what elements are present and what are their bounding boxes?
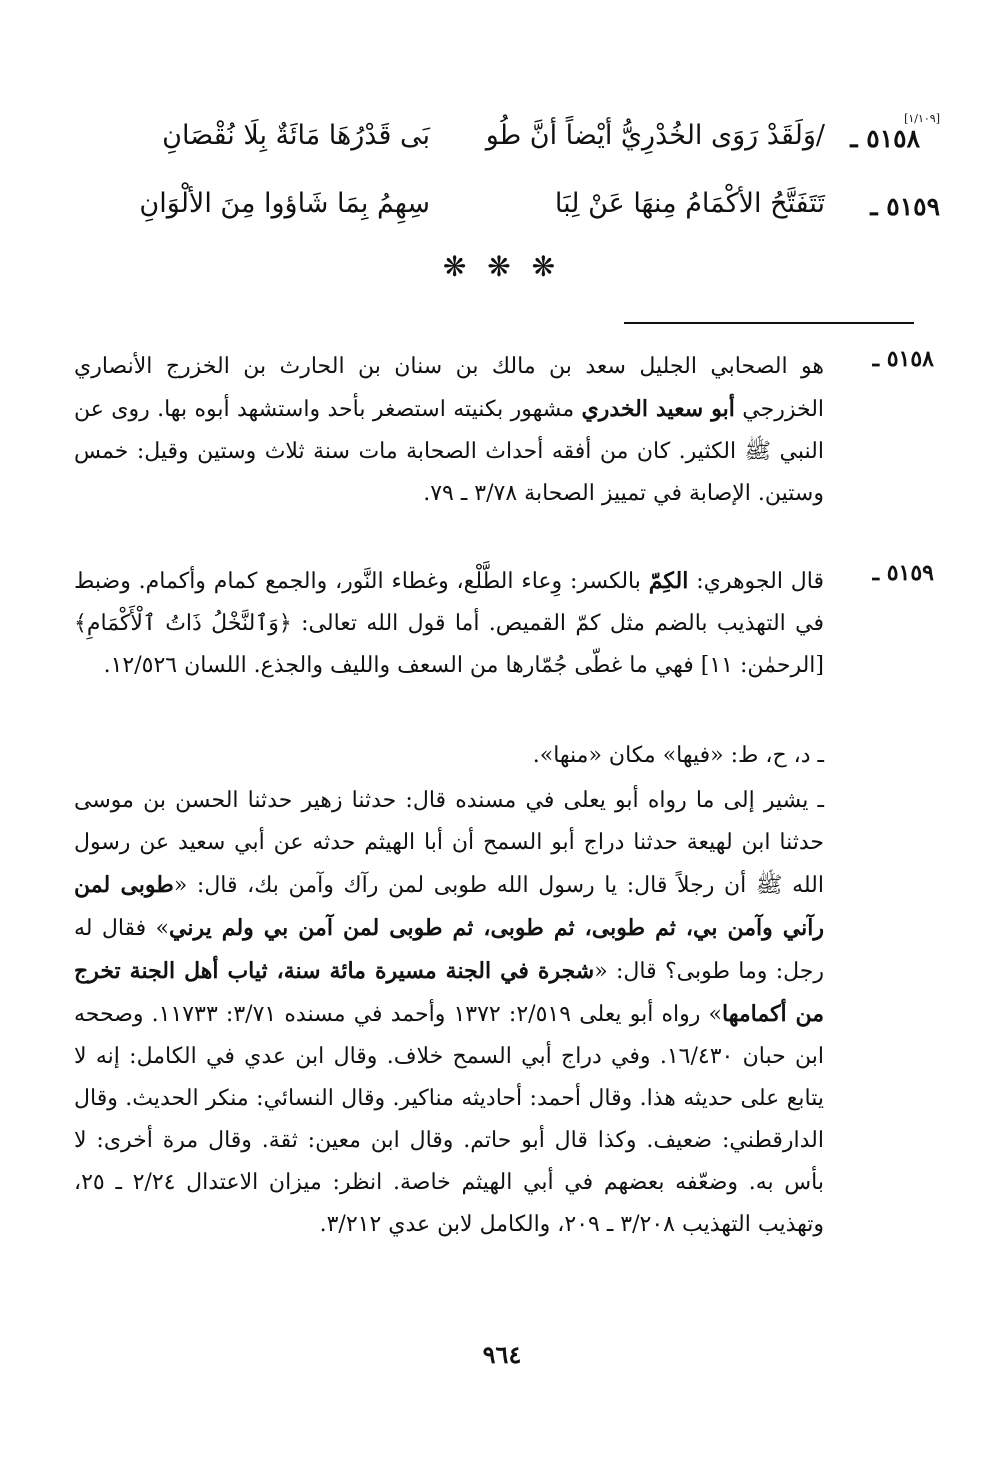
footnote-5159 — [74, 560, 934, 687]
verse-number: ٥١٥٩ ـ — [870, 192, 940, 221]
hadith-quote: شجرة في الجنة مسيرة مائة سنة، ثياب أهل الجنة تخرج من أكمامها — [74, 958, 825, 1027]
verse-second-hemistich: سِهِمُ بِمَا شَاؤوا مِنَ الألْوَانِ — [139, 188, 430, 219]
footnote-number: ٥١٥٨ ـ — [872, 346, 934, 372]
footnote-bold-name: أبو سعيد الخدري — [581, 396, 735, 422]
verse-5159 — [60, 178, 940, 238]
footnote-text: بالكسر: وِعاء الطَّلْع، وغطاء النَّور، والجمع كمام وأكمام. وضبط في التهذيب بالضم مثل كمّ القميص. أما قول الله تعالى: ﴿وَٱلنَّخْلُ ذَاتُ ٱلْأَكْمَامِ﴾ [الرحمٰن: ١١] فهي ما غطّى جُمّارها من السعف والليف والجذع. اللسان ١٢/٥٢٦. — [74, 569, 824, 678]
footnote-hadith — [74, 780, 934, 1246]
page-number: ٩٦٤ — [482, 1340, 522, 1369]
verse-first-hemistich: تَتَفَتَّحُ الأكْمَامُ مِنهَا عَنْ لِبَا — [554, 188, 825, 219]
footnote-text: مشهور بكنيته استصغر بأحد واستشهد أبوه بها. روى عن النبي ﷺ الكثير. كان من أفقه أحداث الصحابة مات سنة ثلاث وستين وقيل: خمس وستين. الإصابة في تمييز الصحابة ٣/٧٨ ـ ٧٩. — [74, 397, 824, 506]
hadith-quote: طوبى لمن رآني وآمن بي، ثم طوبى، ثم طوبى، ثم طوبى لمن آمن بي ولم يرني — [74, 872, 825, 941]
footnote-text: قال الجوهري: — [696, 569, 824, 594]
footnote-number: ٥١٥٩ ـ — [872, 560, 934, 586]
verse-first-hemistich: /وَلَقَدْ رَوَى الخُدْرِيُّ أيْضاً أنَّ طُو — [485, 120, 825, 151]
verse-number: ٥١٥٨ ـ — [850, 124, 920, 153]
footnote-bold-term: الكِمّ — [648, 568, 689, 594]
margin-reference: [١/١٠٩] — [904, 112, 940, 125]
footnote-body — [74, 346, 824, 515]
footnote-text: هو الصحابي الجليل سعد بن مالك بن سنان بن الحارث بن الخزرج الأنصاري الخزرجي — [74, 354, 825, 422]
verse-second-hemistich: بَى قَدْرُهَا مَائَةٌ بِلَا نُقْصَانِ — [162, 120, 430, 151]
verse-5158 — [60, 110, 940, 170]
footnote-variant — [74, 735, 934, 777]
section-separator: ❋ ❋ ❋ — [442, 250, 562, 283]
footnote-body — [74, 560, 824, 687]
footnote-text: » فقال له رجل: وما طوبى؟ قال: « — [74, 916, 825, 984]
footnote-text: » رواه أبو يعلى ٢/٥١٩: ١٣٧٢ وأحمد في مسنده ٣/٧١: ١١٧٣٣. وصححه ابن حبان ١٦/٤٣٠. وفي دراج أبي السمح خلاف. وقال ابن عدي في الكامل: إنه لا يتابع على حديثه هذا. وقال أحمد: أحاديثه مناكير. وقال النسائي: منكر الحديث. وقال الدارقطني: ضعيف. وكذا قال أبو حاتم. وقال ابن معين: ثقة. وقال مرة أخرى: لا بأس به. وضعّفه بعضهم في أبي الهيثم خاصة. انظر: ميزان الاعتدال ٢/٢٤ ـ ٢٥، وتهذيب التهذيب ٣/٢٠٨ ـ ٢٠٩، والكامل لابن عدي ٣/٢١٢. — [74, 1002, 824, 1237]
footnote-divider — [624, 322, 914, 324]
footnote-5158 — [74, 346, 934, 515]
footnote-body: ـ د، ح، ط: «فيها» مكان «منها». — [532, 743, 824, 768]
footnote-body — [74, 780, 824, 1246]
footnote-text: ـ يشير إلى ما رواه أبو يعلى في مسنده قال: حدثنا زهير حدثنا الحسن بن موسى حدثنا ابن لهيعة حدثنا دراج أبو السمح أن أبا الهيثم حدثه عن أبي سعيد عن رسول الله ﷺ أن رجلاً قال: يا رسول الله طوبى لمن رآك وآمن بك، قال: « — [74, 788, 824, 898]
